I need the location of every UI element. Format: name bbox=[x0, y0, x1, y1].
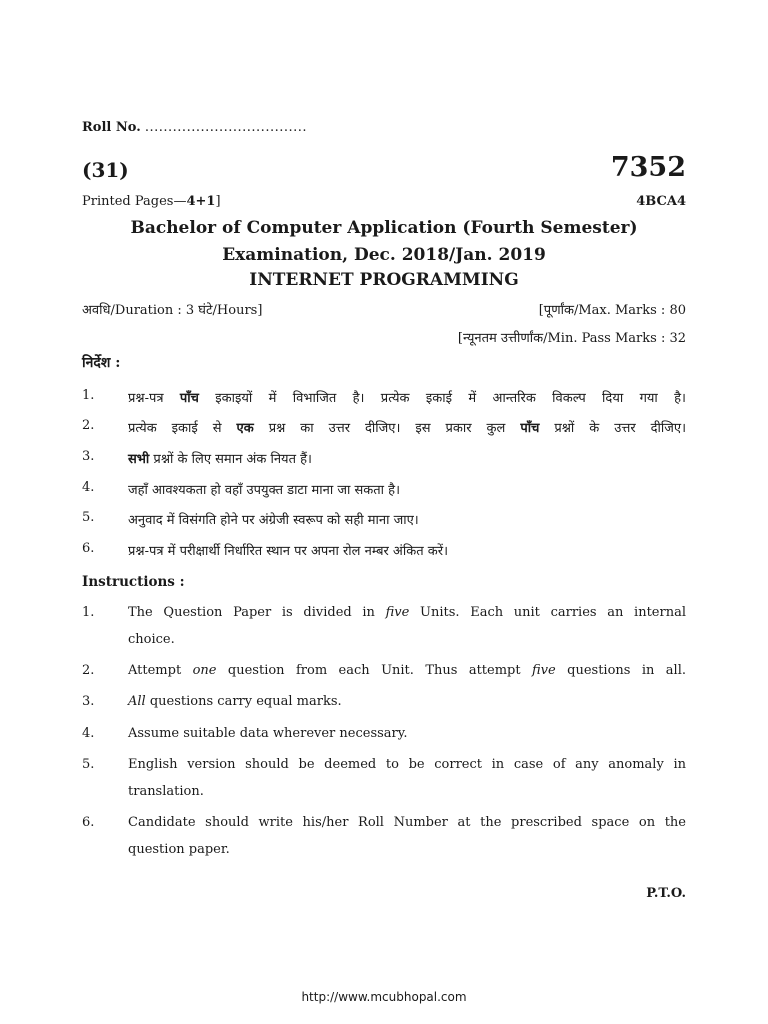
instruction-text: English version should be deemed to be correct in case of any anomaly in bbox=[128, 757, 686, 772]
hindi-item-number: 4. bbox=[82, 480, 95, 495]
hindi-item: जहाँ आवश्यकता हो वहाँ उपयुक्त डाटा माना जा सकता है। bbox=[128, 483, 400, 498]
hindi-item-number: 6. bbox=[82, 541, 95, 556]
instruction-item bbox=[128, 657, 686, 684]
hindi-item-emphasis: एक bbox=[236, 421, 254, 436]
instruction-emphasis: one bbox=[192, 663, 217, 678]
instruction-item bbox=[128, 809, 686, 863]
instruction-emphasis: five bbox=[532, 663, 556, 678]
max-marks: [पूर्णांक/Max. Marks : 80 bbox=[538, 303, 686, 318]
hindi-item-number: 3. bbox=[82, 449, 95, 464]
printed-pages-bracket: ] bbox=[215, 194, 221, 209]
hindi-item bbox=[128, 449, 686, 467]
exam-session: Examination, Dec. 2018/Jan. 2019 bbox=[222, 245, 546, 265]
hindi-instructions-heading: निर्देश : bbox=[82, 355, 121, 371]
hindi-item bbox=[128, 418, 686, 436]
paper-number: 7352 bbox=[610, 152, 686, 183]
hindi-item bbox=[128, 388, 686, 406]
instruction-text: Attempt bbox=[128, 663, 193, 678]
source-url: http://www.mcubhopal.com bbox=[301, 990, 467, 1004]
instructions-heading: Instructions : bbox=[82, 574, 185, 590]
duration: अवधि/Duration : 3 घंटे/Hours] bbox=[82, 303, 263, 318]
instruction-text: translation. bbox=[128, 784, 204, 799]
hindi-item-emphasis: सभी bbox=[128, 452, 150, 467]
printed-pages-value: 4+1 bbox=[186, 194, 216, 209]
instruction-number: 6. bbox=[82, 815, 95, 830]
printed-pages bbox=[82, 194, 221, 209]
exam-code: (31) bbox=[82, 158, 129, 182]
instruction-item bbox=[128, 599, 686, 653]
hindi-item-text: प्रश्नों के लिए समान अंक नियत हैं। bbox=[149, 452, 312, 467]
instruction-number: 2. bbox=[82, 663, 95, 678]
instruction-text: Units. Each unit carries an internal bbox=[409, 605, 686, 620]
printed-pages-label: Printed Pages— bbox=[82, 194, 187, 209]
hindi-item-number: 1. bbox=[82, 388, 95, 403]
instruction-emphasis: All bbox=[128, 694, 146, 709]
instruction-emphasis: five bbox=[385, 605, 410, 620]
instruction-text: question from each Unit. Thus attempt bbox=[216, 663, 532, 678]
instruction-number: 3. bbox=[82, 694, 95, 709]
hindi-item-text: प्रश्न का उत्तर दीजिए। इस प्रकार कुल bbox=[253, 421, 521, 436]
instruction-text: questions in all. bbox=[555, 663, 686, 678]
instruction-text: Candidate should write his/her Roll Number at the prescribed space on the bbox=[128, 815, 686, 830]
min-pass-marks: [न्यूनतम उत्तीर्णांक/Min. Pass Marks : 32 bbox=[457, 331, 686, 346]
subject-title: INTERNET PROGRAMMING bbox=[249, 270, 519, 290]
roll-number-label: Roll No. bbox=[82, 120, 141, 135]
instruction-item bbox=[128, 751, 686, 805]
hindi-item-text: प्रश्नों के उत्तर दीजिए। bbox=[539, 421, 687, 436]
instruction-text: The Question Paper is divided in bbox=[128, 605, 386, 620]
instruction-item bbox=[128, 720, 686, 747]
hindi-item: प्रश्न-पत्र में परीक्षार्थी निर्धारित स्थान पर अपना रोल नम्बर अंकित करें। bbox=[128, 544, 448, 559]
hindi-item-text: इकाइयों में विभाजित है। प्रत्येक इकाई में आन्तरिक विकल्प दिया गया है। bbox=[198, 391, 686, 406]
instruction-number: 4. bbox=[82, 726, 95, 741]
instruction-number: 5. bbox=[82, 757, 95, 772]
hindi-item-text: प्रत्येक इकाई से bbox=[128, 421, 237, 436]
instruction-number: 1. bbox=[82, 605, 95, 620]
hindi-item-emphasis: पाँच bbox=[520, 421, 540, 436]
instruction-text: Assume suitable data wherever necessary. bbox=[128, 726, 408, 741]
roll-number-blank: ................................... bbox=[144, 120, 308, 135]
hindi-item-text: प्रश्न-पत्र bbox=[128, 391, 180, 406]
hindi-item-number: 5. bbox=[82, 510, 95, 525]
please-turn-over: P.T.O. bbox=[646, 886, 686, 901]
instruction-text: question paper. bbox=[128, 842, 230, 857]
course-title: Bachelor of Computer Application (Fourth Semester) bbox=[130, 218, 638, 238]
instruction-text: questions carry equal marks. bbox=[145, 694, 342, 709]
roll-number-field bbox=[82, 120, 307, 135]
subject-code: 4BCA4 bbox=[636, 194, 686, 209]
instruction-item bbox=[128, 688, 686, 715]
instruction-text: choice. bbox=[128, 632, 175, 647]
hindi-item-number: 2. bbox=[82, 418, 95, 433]
hindi-item: अनुवाद में विसंगति होने पर अंग्रेजी स्वरूप को सही माना जाए। bbox=[128, 513, 419, 528]
hindi-item-emphasis: पाँच bbox=[179, 391, 199, 406]
